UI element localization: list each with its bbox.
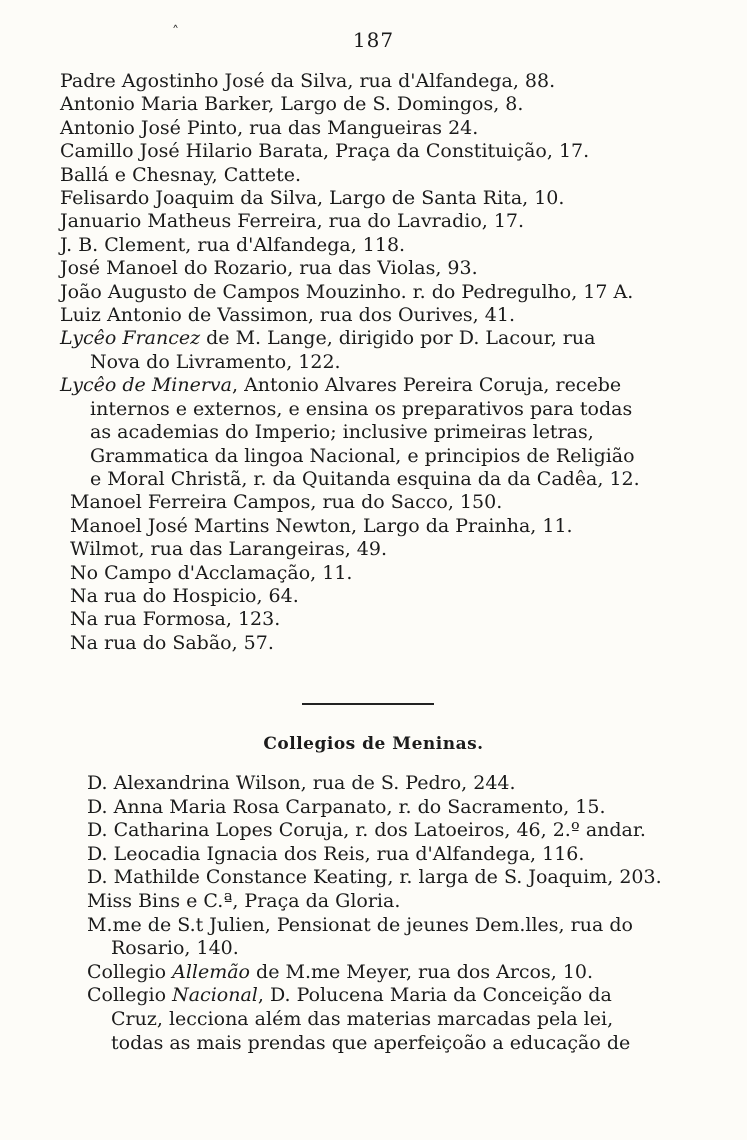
entry-collegio-nacional-cont: Cruz, lecciona além das materias marcadas pela lei,	[111, 1007, 614, 1030]
entry-line: J. B. Clement, rua d'Alfandega, 118.	[60, 233, 406, 256]
entry-lyceo-minerva: Lycêo de Minerva, Antonio Alvares Pereira Coruja, recebe	[60, 374, 622, 397]
section-divider	[302, 703, 434, 705]
entries-list	[60, 70, 670, 655]
entry-collegio-allemao: Collegio Allemão de M.me Meyer, rua dos Arcos, 10.	[87, 960, 594, 983]
entry-line: Antonio José Pinto, rua das Mangueiras 24.	[60, 116, 479, 139]
printer-mark: ˄	[172, 24, 179, 40]
entry-line: Luiz Antonio de Vassimon, rua dos Ourives, 41.	[60, 304, 515, 327]
entry-lyceo-francez: Lycêo Francez de M. Lange, dirigido por D. Lacour, rua	[60, 327, 596, 350]
entry-line: Camillo José Hilario Barata, Praça da Constituição, 17.	[60, 140, 590, 163]
meninas-list	[75, 772, 685, 1055]
entry-line: Na rua do Sabão, 57.	[70, 631, 274, 654]
entry-line: Miss Bins e C.ª, Praça da Gloria.	[87, 889, 401, 912]
entry-line: Padre Agostinho José da Silva, rua d'Alfandega, 88.	[60, 70, 556, 92]
entry-line: D. Anna Maria Rosa Carpanato, r. do Sacramento, 15.	[87, 795, 606, 818]
entry-line: Wilmot, rua das Larangeiras, 49.	[70, 538, 388, 561]
entry-collegio-nacional-cont: todas as mais prendas que aperfeiçoão a educação de	[111, 1031, 631, 1054]
entry-line: José Manoel do Rozario, rua das Violas, 93.	[60, 257, 478, 280]
entry-line: Na rua Formosa, 123.	[70, 608, 281, 631]
entry-line: Manoel Ferreira Campos, rua do Sacco, 150.	[70, 491, 503, 514]
entry-collegio-nacional: Collegio Nacional, D. Polucena Maria da Conceição da	[87, 984, 612, 1007]
entry-line: Rosario, 140.	[111, 937, 239, 960]
entry-lyceo-minerva-cont: as academias do Imperio; inclusive primeiras letras,	[90, 421, 594, 444]
entry-lyceo-francez-cont: Nova do Livramento, 122.	[90, 350, 341, 373]
entry-line: D. Leocadia Ignacia dos Reis, rua d'Alfandega, 116.	[87, 842, 585, 865]
entry-line: Na rua do Hospicio, 64.	[70, 584, 299, 607]
entry-line: Ballá e Chesnay, Cattete.	[60, 163, 302, 186]
entry-line: M.me de S.t Julien, Pensionat de jeunes Dem.lles, rua do	[87, 913, 633, 936]
entry-line: Manoel José Martins Newton, Largo da Prainha, 11.	[70, 514, 573, 537]
entry-lyceo-minerva-cont: internos e externos, e ensina os preparativos para todas	[90, 397, 633, 420]
section-title: Collegios de Meninas.	[263, 734, 484, 754]
page-number: 187	[352, 28, 395, 52]
entry-line: Felisardo Joaquim da Silva, Largo de Santa Rita, 10.	[60, 187, 565, 210]
entry-line: Antonio Maria Barker, Largo de S. Domingos, 8.	[60, 93, 524, 116]
entry-line: D. Catharina Lopes Coruja, r. dos Latoeiros, 46, 2.º andar.	[87, 819, 646, 842]
entry-line: Januario Matheus Ferreira, rua do Lavradio, 17.	[60, 210, 525, 233]
entry-line: No Campo d'Acclamação, 11.	[70, 561, 353, 584]
entry-lyceo-minerva-cont: Grammatica da lingoa Nacional, e principios de Religião	[90, 444, 635, 467]
entry-lyceo-minerva-cont: e Moral Christã, r. da Quitanda esquina da da Cadêa, 12.	[90, 467, 640, 490]
entry-line: João Augusto de Campos Mouzinho. r. do Pedregulho, 17 A.	[60, 280, 634, 303]
entry-line: D. Alexandrina Wilson, rua de S. Pedro, 244.	[87, 772, 516, 794]
entry-line: D. Mathilde Constance Keating, r. larga de S. Joaquim, 203.	[87, 866, 662, 889]
